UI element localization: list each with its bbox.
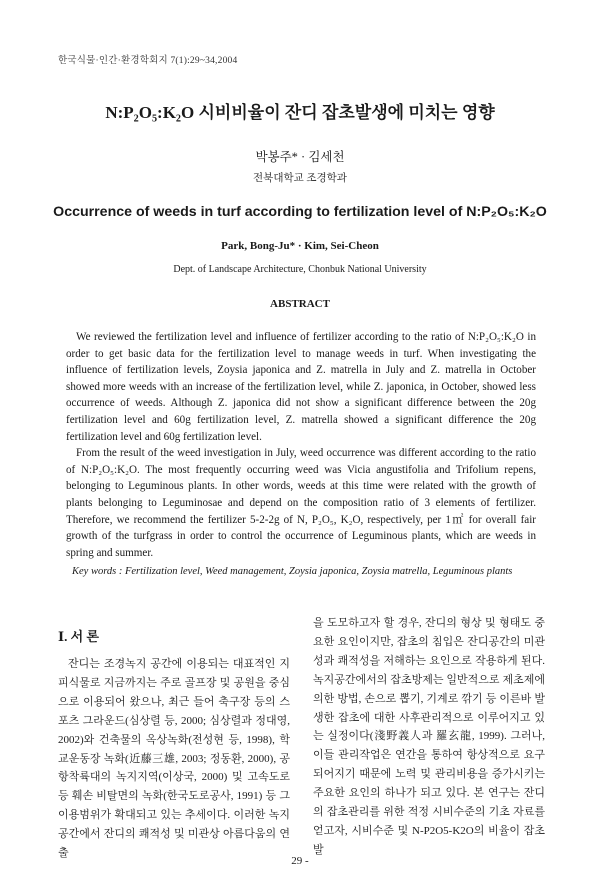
- body-column-right: [313, 614, 545, 860]
- page-number: 29 -: [291, 855, 309, 867]
- abstract-body: [66, 329, 536, 561]
- section-heading-introduction: Ⅰ. 서 론: [58, 629, 99, 644]
- abstract-paragraph-1: We reviewed the fertilization level and influence of fertilizer according to the ratio of N:P₂O₅:K₂O in order to get basic data for the fertilization level to manage weeds in turf. When investigating the influence of fertilization levels, Zoysia japonica and Z. matrella in July and Z. matrella in October showed more weeds with an increase of the fertilization level, while Z. japonica, in October, showed less occurrence of weeds. Although Z. japonica did not show a significant difference between the 20g fertilization level and 60g fertilization level, Z. matrella showed a significant difference the 20g fertilization level and 60g fertilization level.: [66, 331, 536, 443]
- intro-text-left: 잔디는 조경녹지 공간에 이용되는 대표적인 지피식물로 지금까지는 주로 골프장 및 공원을 중심으로 이용되어 왔으나, 최근 들어 축구장 등의 스포츠 그라운드(심상렬 등, 2000; 심상렬과 정대영, 2002)와 건축물의 옥상녹화(전성현 등, 1998), 학교운동장 녹화(近藤三雄, 2003; 정동환, 2000), 공항착륙대의 녹지지역(이상국, 2000) 및 고속도로 등 훼손 비탈면의 녹화(한국도로공사, 1991) 등 그 이용범위가 확대되고 있는 추세이다. 이러한 녹지공간에서 잔디의 쾌적성 및 미관상 아름다움의 연출: [58, 658, 290, 860]
- title-korean: N:P₂O₅:K₂O 시비비율이 잔디 잡초발생에 미치는 영향: [105, 103, 495, 122]
- title-english: Occurrence of weeds in turf according to fertilization level of N:P₂O₅:K₂O: [53, 204, 547, 220]
- authors-korean: 박봉주* · 김세천: [255, 150, 345, 164]
- intro-text-right: 을 도모하고자 할 경우, 잔디의 형상 및 형태도 중요한 요인이지만, 잡초의 침입은 잔디공간의 미관성과 쾌적성을 저해하는 요인으로 작용하게 된다. 녹지공간에서의 잡초방제는 일반적으로 제초제에 의한 방법, 손으로 뽑기, 기계로 깎기 등 이른바 발생한 잡초에 대한 사후관리적으로 이루어지고 있는 실정이다(淺野義人과 羅玄龍, 1999). 그러나, 이들 관리작업은 연간을 통하여 항상적으로 요구되어지기 때문에 노력 및 관리비용을 증가시키는 주요한 요인의 하나가 되고 있다. 본 연구는 잔디의 잡초관리를 위한 적정 시비수준의 기초 자료를 얻고자, 시비수준 및 N-P2O5-K2O의 비율이 잡초발: [313, 617, 545, 856]
- abstract-heading: ABSTRACT: [270, 298, 330, 310]
- authors-english: Park, Bong-Ju* · Kim, Sei-Cheon: [221, 240, 379, 252]
- journal-header: 한국식물·인간·환경학회지 7(1):29~34,2004: [58, 56, 238, 66]
- affiliation-korean: 전북대학교 조경학과: [253, 173, 347, 184]
- body-column-left: [58, 655, 290, 863]
- abstract-paragraph-2: From the result of the weed investigation in July, weed occurrence was different according to the ratio of N:P₂O₅:K₂O. The most frequently occurring weed was Vicia angustifolia and Trifolium repens, belonging to Leguminous plants. In other words, weeds at this time were related with the growth of plants belonging to Leguminosae and depend on the composition ratio of 3 elements of fertilizer. Therefore, we recommend the fertilizer 5-2-2g of N, P₂O₅, K₂O, respectively, per 1㎡ for overall fair growth of the turfgrass in order to control the occurrence of Leguminous plants, which are weeds in spring and summer.: [66, 447, 536, 559]
- affiliation-english: Dept. of Landscape Architecture, Chonbuk National University: [173, 264, 427, 275]
- keywords: Key words : Fertilization level, Weed management, Zoysia japonica, Zoysia matrella, Leguminous plants: [72, 566, 513, 577]
